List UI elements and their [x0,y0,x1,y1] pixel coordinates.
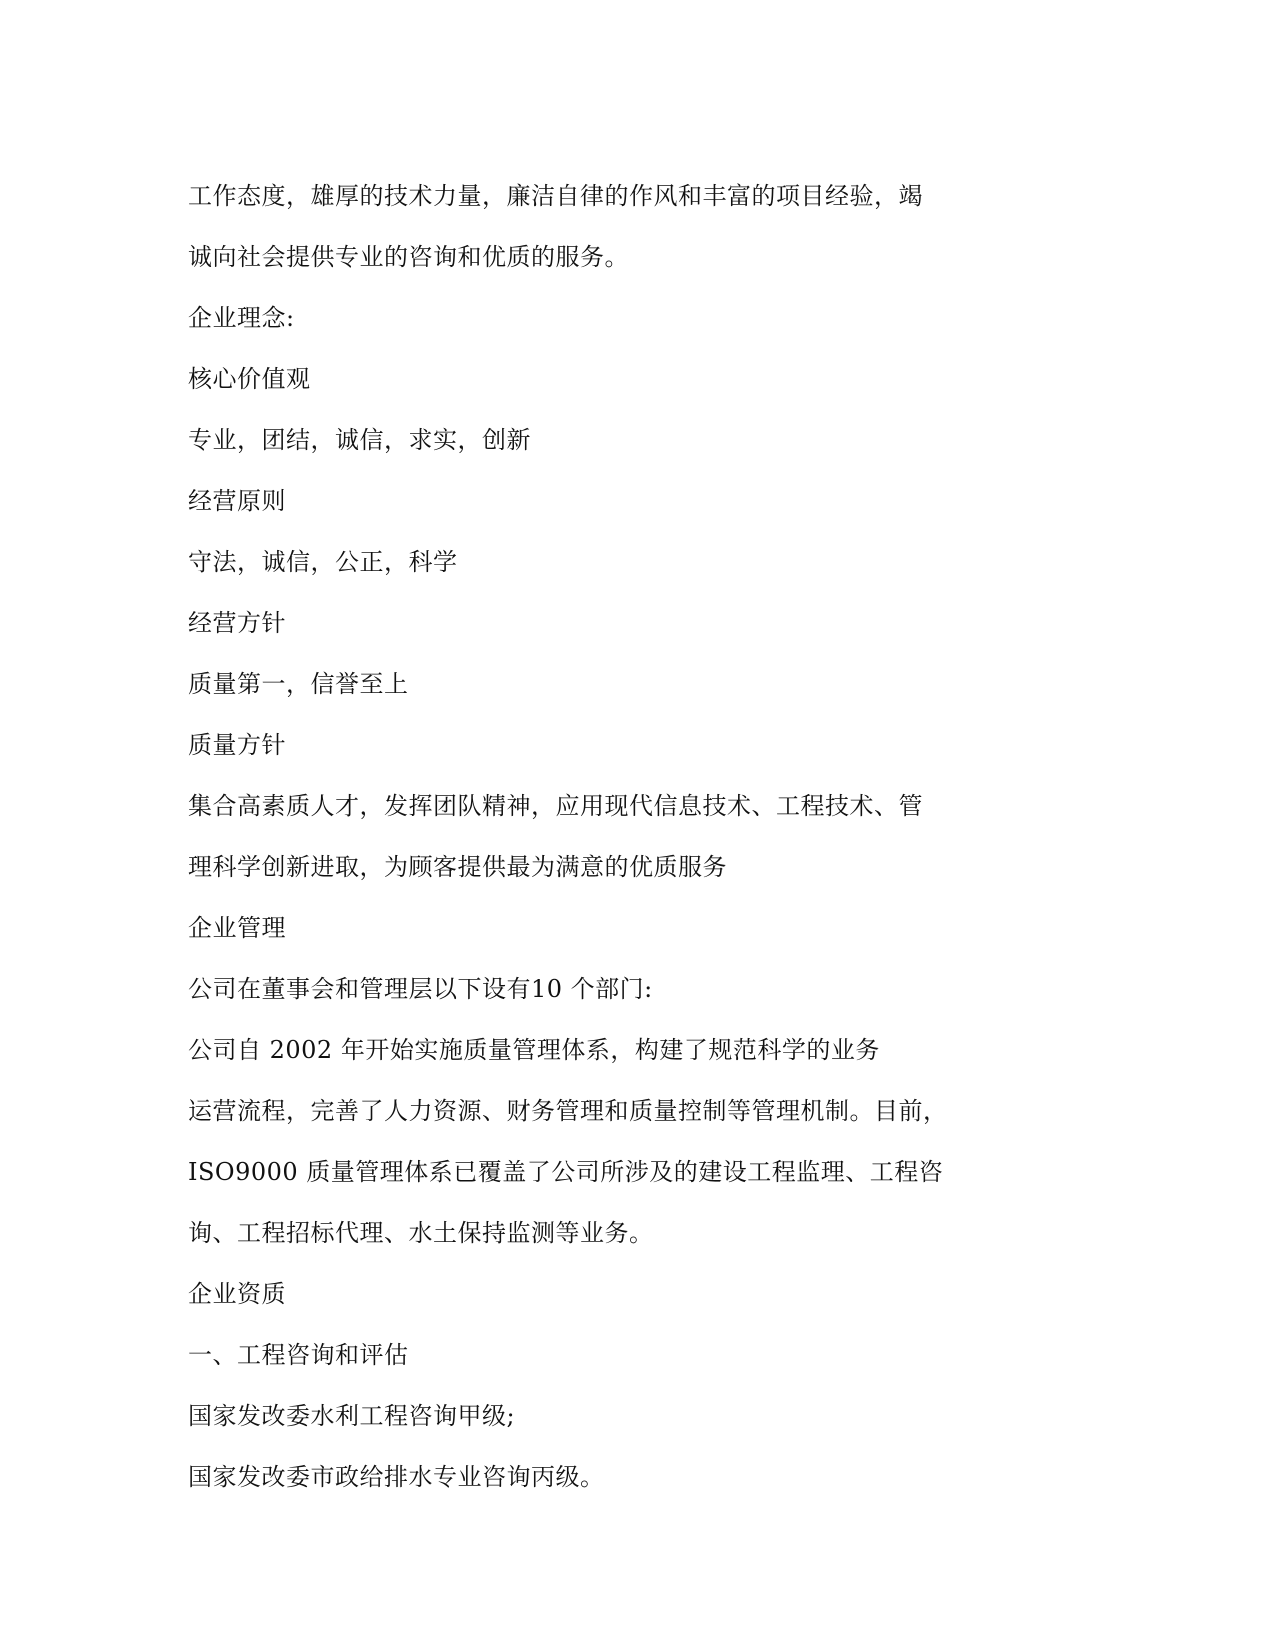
text-line: 公司在董事会和管理层以下设有10 个部门: [188,975,653,1003]
text-line: 国家发改委市政给排水专业咨询丙级。 [188,1463,605,1491]
text-line: 守法，诚信，公正，科学 [188,548,458,576]
subheading: 质量方针 [188,731,286,759]
text-line: 质量第一，信誉至上 [188,670,409,698]
text-line: 集合高素质人才，发挥团队精神，应用现代信息技术、工程技术、管 [188,792,923,820]
text-line: 询、工程招标代理、水土保持监测等业务。 [188,1219,654,1247]
text-line: 公司自 2002 年开始实施质量管理体系，构建了规范科学的业务 [188,1036,880,1064]
text-line: 运营流程，完善了人力资源、财务管理和质量控制等管理机制。目前， [188,1097,948,1125]
section-heading: 企业资质 [188,1280,286,1308]
text-line: 理科学创新进取，为顾客提供最为满意的优质服务 [188,853,727,881]
subheading: 核心价值观 [188,365,311,393]
document-body [188,166,968,1508]
subheading: 一、工程咨询和评估 [188,1341,409,1369]
subheading: 经营方针 [188,609,286,637]
section-heading: 企业理念: [188,304,295,332]
text-line: 诚向社会提供专业的咨询和优质的服务。 [188,243,629,271]
text-line: 工作态度，雄厚的技术力量，廉洁自律的作风和丰富的项目经验，竭 [188,182,923,210]
text-line: 专业，团结，诚信，求实，创新 [188,426,531,454]
text-line: ISO9000 质量管理体系已覆盖了公司所涉及的建设工程监理、工程咨 [188,1158,944,1186]
subheading: 经营原则 [188,487,286,515]
text-line: 国家发改委水利工程咨询甲级; [188,1402,516,1430]
section-heading: 企业管理 [188,914,286,942]
